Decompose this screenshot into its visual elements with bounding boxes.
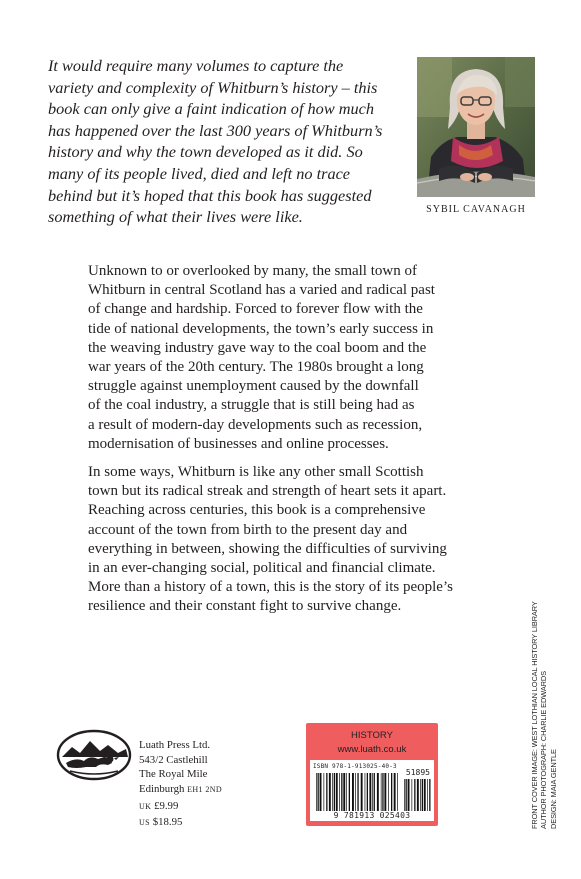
author-name-caption: SYBIL CAVANAGH: [426, 204, 526, 215]
blurb-line: struggle against unemployment caused by the downfall: [88, 378, 419, 395]
blurb-line: resilience and their constant fight to survive change.: [88, 598, 402, 615]
barcode-bar: [355, 773, 356, 811]
publisher-city-line: [139, 782, 222, 798]
barcode-bar: [352, 773, 354, 811]
barcode-bar: [404, 779, 405, 811]
barcode-bar: [361, 773, 363, 811]
barcode-label: [310, 760, 434, 821]
publisher-url: www.luath.co.uk: [337, 744, 407, 755]
price-list: [139, 799, 182, 830]
barcode-bar: [427, 779, 428, 811]
barcode-bar: [406, 779, 407, 811]
isbn-text: ISBN 978-1-913025-40-3: [313, 763, 397, 770]
barcode-bar: [324, 773, 325, 811]
quote-line: history and why the town developed as it did. So: [48, 142, 363, 162]
quote-line: behind but it’s hoped that this book has suggested: [48, 185, 372, 205]
barcode-bar: [339, 773, 340, 811]
uk-price-line: [139, 799, 182, 815]
quote-line: has happened over the last 300 years of Whitburn’s: [48, 120, 383, 140]
barcode-bar: [318, 773, 319, 811]
book-blurb: [88, 262, 528, 617]
us-price-line: [139, 815, 182, 831]
barcode-bar: [343, 773, 345, 811]
barcode-bar: [329, 773, 331, 811]
author-photo: [417, 57, 535, 197]
quote-line: something of what their lives were like.: [48, 207, 303, 227]
blurb-line: war years of the 20th century. The 1980s brought a long: [88, 359, 424, 376]
uk-price: £9.99: [154, 800, 179, 812]
barcode-bar: [374, 773, 375, 811]
barcode-bar: [377, 773, 379, 811]
publisher-postcode: EH1 2ND: [187, 784, 223, 794]
us-price-label: US: [139, 817, 151, 827]
blurb-line: modernisation of businesses and online processes.: [88, 435, 389, 452]
barcode-bar: [422, 779, 423, 811]
publisher-address: [139, 738, 222, 797]
blurb-line: town but its radical streak and strength of heart sets it apart.: [88, 483, 447, 500]
design-credit: DESIGN: MAIA GENTLE: [548, 749, 558, 829]
blurb-line: tide of national developments, the town’s early success in: [88, 320, 434, 337]
barcode-bar: [332, 773, 333, 811]
image-credits: [530, 601, 558, 829]
us-price: $18.95: [152, 815, 183, 828]
barcode-price-code: 51895: [405, 768, 430, 777]
back-cover-quote: [48, 55, 408, 228]
barcode-bar: [382, 773, 383, 811]
barcode-bar: [336, 773, 338, 811]
blurb-line: everything in between, showing the difficulties of surviving: [88, 540, 447, 557]
barcode-bar: [429, 779, 430, 811]
blurb-line: in an ever-changing social, political and financial climate.: [88, 560, 436, 577]
barcode-bar: [414, 779, 415, 811]
barcode-bar: [341, 773, 342, 811]
barcode-bar: [334, 773, 335, 811]
blurb-line: In some ways, Whitburn is like any other small Scottish: [88, 464, 424, 481]
barcode-bar: [357, 773, 358, 811]
barcode-digits: 9 781913 025403: [333, 811, 411, 820]
barcode-bar: [394, 773, 396, 811]
blurb-line: Unknown to or overlooked by many, the small town of: [88, 263, 417, 279]
barcode-bar: [346, 773, 347, 811]
quote-line: It would require many volumes to capture the: [48, 56, 344, 75]
barcode-bar: [372, 773, 373, 811]
barcode-bar: [365, 773, 366, 811]
cover-image-credit: FRONT COVER IMAGE: WEST LOTHIAN LOCAL HISTORY LIBRARY: [530, 601, 539, 829]
blurb-line: of change and hardship. Forced to forever flow with the: [88, 301, 423, 318]
barcode-bar: [388, 773, 389, 811]
publisher-address-line-2: The Royal Mile: [139, 768, 208, 780]
barcode-bar: [424, 779, 426, 811]
blurb-line: of the coal industry, a struggle that is still being had as: [88, 397, 415, 414]
barcode-bar: [369, 773, 371, 811]
quote-line: book can only give a faint indication of how much: [48, 99, 375, 119]
barcode-bar: [316, 773, 317, 811]
barcode-bar: [384, 773, 386, 811]
barcode-bar: [326, 773, 327, 811]
blurb-line: Whitburn in central Scotland has a varied and radical past: [88, 282, 435, 299]
blurb-paragraph-1: [88, 262, 528, 454]
barcode-bar: [420, 779, 421, 811]
barcode-bar: [412, 779, 413, 811]
barcode-panel: [306, 723, 438, 826]
barcode-bar: [397, 773, 398, 811]
blurb-paragraph-2: [88, 463, 528, 617]
barcode-bar: [381, 773, 382, 811]
quote-line: many of its people lived, died and left no trace: [48, 163, 351, 183]
publisher-city: Edinburgh: [139, 782, 185, 795]
blurb-line: account of the town from birth to the present day and: [88, 521, 408, 538]
blurb-line: More than a history of a town, this is the story of its people’s: [88, 579, 453, 596]
blurb-line: Reaching across centuries, this book is a comprehensive: [88, 502, 426, 519]
quote-line: variety and complexity of Whitburn’s history – this: [48, 77, 378, 97]
barcode-bar: [417, 779, 419, 811]
barcode-bar: [408, 779, 410, 811]
publisher-address-line-1: 543/2 Castlehill: [139, 753, 208, 766]
barcode-bar: [349, 773, 350, 811]
publisher-name: Luath Press Ltd.: [139, 739, 211, 751]
publisher-logo-icon: [56, 727, 132, 783]
barcode-bar: [320, 773, 322, 811]
uk-price-label: UK: [139, 802, 152, 811]
blurb-line: the weaving industry gave way to the coal boom and the: [88, 339, 427, 356]
author-photo-credit: AUTHOR PHOTOGRAPH: CHARLIE EDWARDS: [539, 671, 549, 829]
barcode-bar: [367, 773, 368, 811]
barcode-category: HISTORY: [351, 730, 393, 741]
barcode-bar: [391, 773, 392, 811]
blurb-line: a result of modern-day developments such as recession,: [88, 416, 423, 433]
